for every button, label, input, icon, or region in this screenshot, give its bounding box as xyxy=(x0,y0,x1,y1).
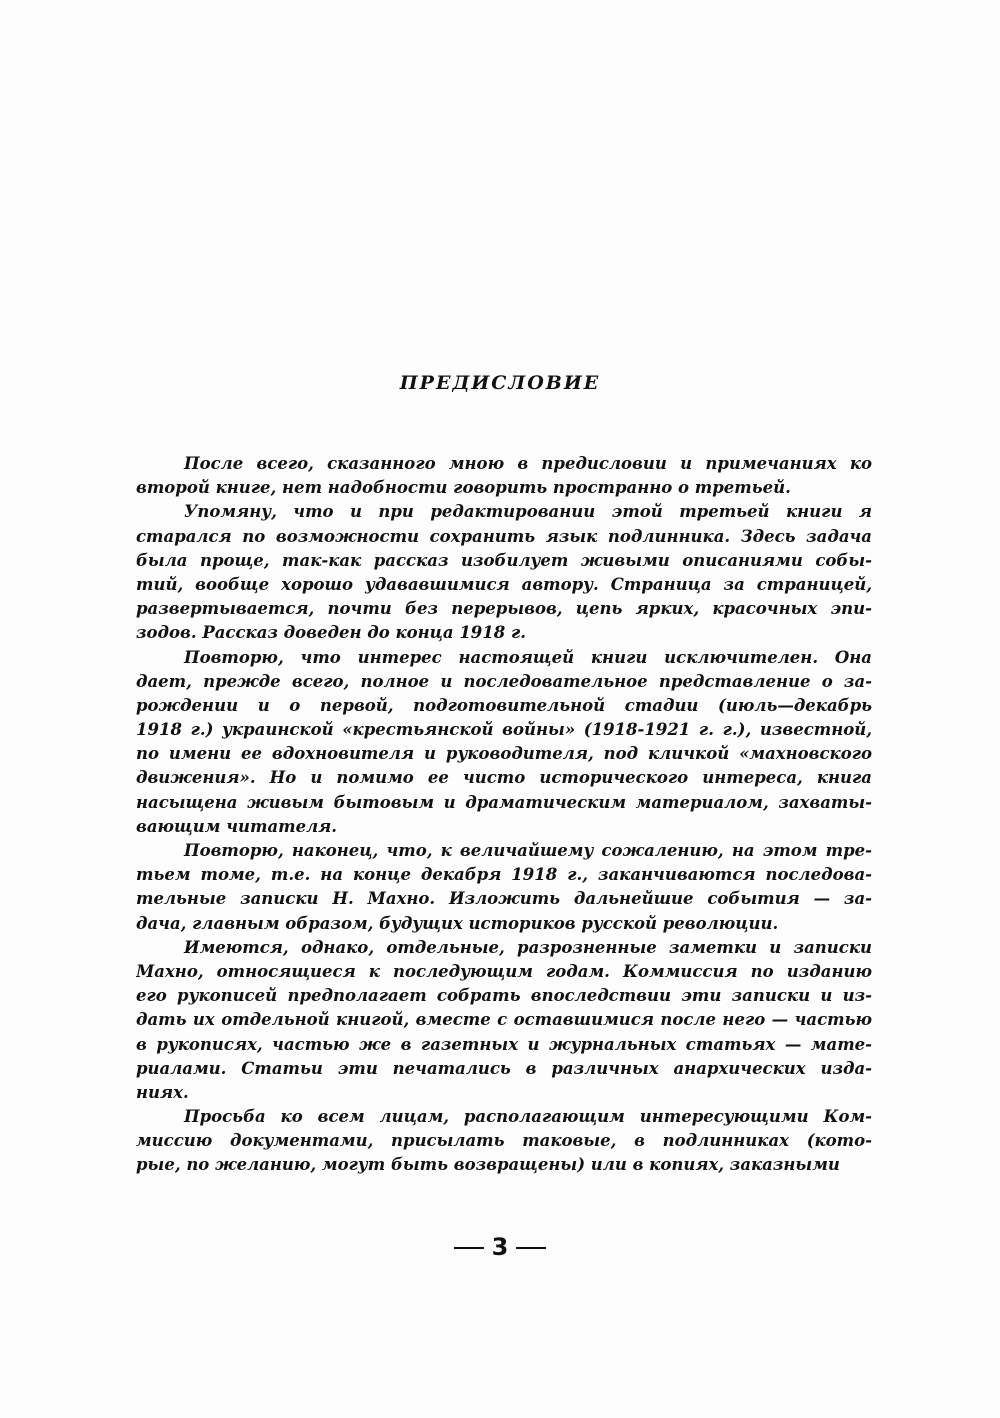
text-line: Махно, относящиеся к последующим годам. Коммиссия по изданию xyxy=(136,961,872,981)
page-number-footer xyxy=(0,1232,1000,1262)
text-line: Повторю, что интерес настоящей книги исключителен. Она xyxy=(184,647,872,667)
paragraph xyxy=(136,936,872,1105)
page-title: ПРЕДИСЛОВИЕ xyxy=(399,372,601,394)
body-text xyxy=(136,452,872,1178)
text-line: насыщена живым бытовым и драматическим материалом, захваты- xyxy=(136,792,872,812)
text-line: развертывается, почти без перерывов, цепь ярких, красочных эпи- xyxy=(136,599,872,619)
text-line: дать их отдельной книгой, вместе с оставшимися после него — частью xyxy=(136,1010,872,1030)
text-line: дает, прежде всего, полное и последовательное представление о за- xyxy=(136,671,872,691)
text-line: движения». Но и помимо ее чисто исторического интереса, книга xyxy=(136,768,872,788)
paragraph xyxy=(136,1105,872,1178)
text-line: Повторю, наконец, что, к величайшему сожалению, на этом тре- xyxy=(184,841,872,860)
paragraph xyxy=(136,839,872,936)
text-line: Упомяну, что и при редактировании этой третьей книги я xyxy=(184,502,872,522)
text-line: тельные записки Н. Махно. Изложить дальнейшие события — за- xyxy=(136,889,872,909)
text-line: по имени ее вдохновителя и руководителя, под кличкой «махновского xyxy=(136,744,872,764)
text-line: второй книге, нет надобности говорить пространно о третьей. xyxy=(136,478,791,498)
text-line: была проще, так-как рассказ изобилует живыми описаниями собы- xyxy=(136,550,872,570)
text-line: вающим читателя. xyxy=(136,816,338,836)
text-line: в рукописях, частью же в газетных и журнальных статьях — мате- xyxy=(136,1034,872,1054)
text-line: Имеются, однако, отдельные, разрозненные заметки и записки xyxy=(184,937,872,957)
page-number: 3 xyxy=(491,1233,509,1261)
paragraph xyxy=(136,646,872,840)
text-line: миссию документами, присылать таковые, в подлинниках (кото- xyxy=(136,1131,872,1151)
text-line: рождении и о первой, подготовительной стадии (июль—декабрь xyxy=(136,695,872,715)
text-line: его рукописей предполагает собрать впоследствии эти записки и из- xyxy=(136,986,872,1006)
paragraph xyxy=(136,452,872,500)
text-line: 1918 г.) украинской «крестьянской войны» (1918-1921 г. г.), известной, xyxy=(136,720,872,740)
right-dash xyxy=(516,1247,546,1249)
text-line: Просьба ко всем лицам, располагающим интересующими Ком- xyxy=(184,1107,872,1127)
paragraph xyxy=(136,500,872,645)
text-line: рые, по желанию, могут быть возвращены) или в копиях, заказными xyxy=(136,1155,840,1175)
left-dash xyxy=(454,1247,484,1249)
text-line: риалами. Статьи эти печатались в различных анархических изда- xyxy=(136,1058,872,1078)
text-line: дача, главным образом, будущих историков русской революции. xyxy=(136,913,779,933)
text-line: старался по возможности сохранить язык подлинника. Здесь задача xyxy=(136,526,872,546)
text-line: тий, вообще хорошо удававшимися автору. Страница за страницей, xyxy=(136,574,872,594)
text-line: После всего, сказанного мною в предисловии и примечаниях ко xyxy=(184,454,872,473)
text-line: тьем томе, т.е. на конце декабря 1918 г., заканчиваются последова- xyxy=(136,865,872,885)
text-line: ниях. xyxy=(136,1082,189,1102)
text-line: зодов. Рассказ доведен до конца 1918 г. xyxy=(136,623,527,643)
